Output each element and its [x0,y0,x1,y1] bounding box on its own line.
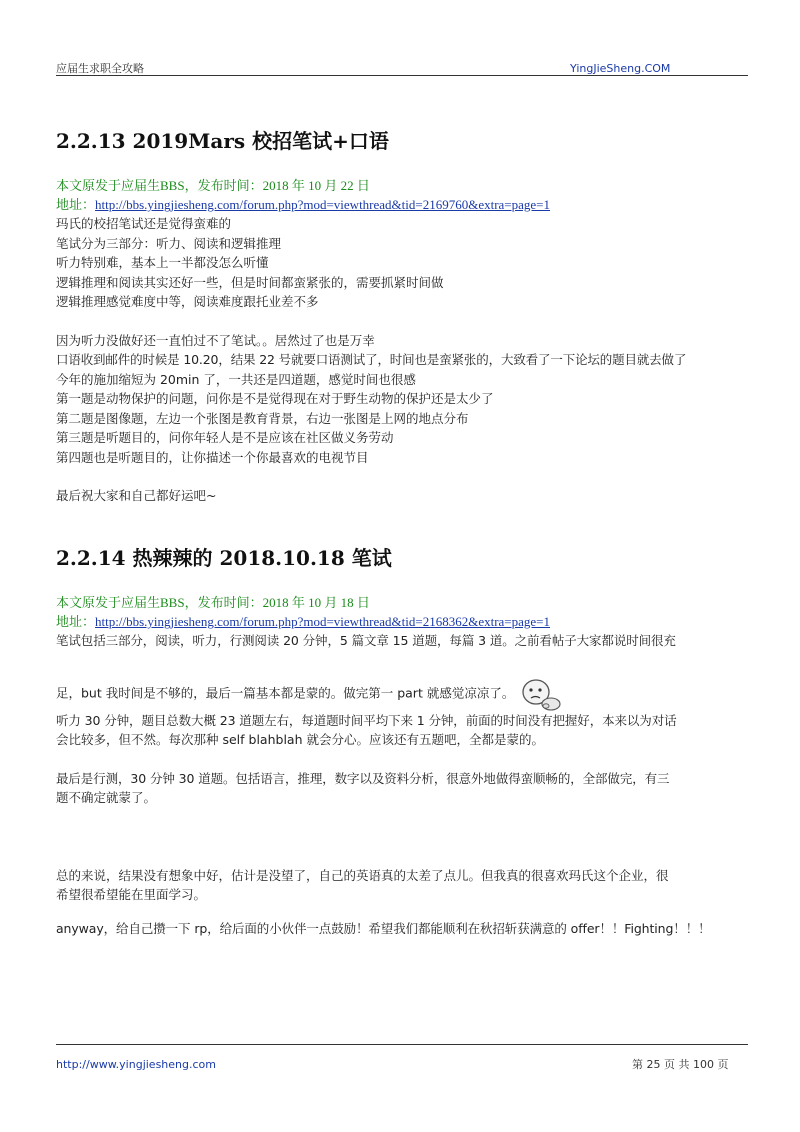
text-line: 题不确定就蒙了。 [56,790,157,805]
sad-face-emoji-icon [520,677,562,711]
text-line: 逻辑推理和阅读其实还好一些，但是时间都蛮紧张的，需要抓紧时间做 [56,274,444,290]
header-right-text[interactable]: YingJieSheng.COM [570,62,671,75]
text-line: 希望很希望能在里面学习。 [56,887,207,902]
text-line: 因为听力没做好还一直怕过不了笔试。。居然过了也是万幸 [56,332,375,348]
text-line: 听力 30 分钟，题目总数大概 23 道题左右，每道题时间平均下来 1 分钟，前面的时间没有把握好，本来以为对话 [56,712,677,728]
section-2-2-13 [56,128,766,506]
text-line: 玛氏的校招笔试还是觉得蛮难的 [56,216,232,231]
text-line: 逻辑推理感觉难度中等，阅读难度跟托业差不多 [56,294,319,309]
text-line: 会比较多，但不然。每次那种 self blahblah 就会分心。应该还有五题吧，全都是蒙的。 [56,732,544,747]
text-line: 第三题是听题目的，问你年轻人是不是应该在社区做义务劳动 [56,430,394,445]
header-left-text: 应届生求职全攻略 [56,62,144,75]
text-line: 今年的施加缩短为 20min 了，一共还是四道题，感觉时间也很感 [56,371,416,387]
text-line [56,677,766,711]
address-link[interactable]: http://bbs.yingjiesheng.com/forum.php?mod=viewthread&tid=2169760&extra=page=1 [95,197,551,212]
header-divider [56,75,748,76]
footer-page-number: 第 25 页 共 100 页 [632,1058,729,1071]
text-line-span: 足，but 我时间是不够的，最后一篇基本都是蒙的。做完第一 part 就感觉凉凉了。 [56,685,515,700]
text-line: 听力特别难，基本上一半都没怎么听懂 [56,255,269,270]
section-2-2-14 [56,545,766,938]
text-line: 第四题也是听题目的，让你描述一个你最喜欢的电视节目 [56,449,369,465]
text-line: 口语收到邮件的时候是 10.20，结果 22 号就要口语测试了，时间也是蛮紧张的，大致看了一下论坛的题目就去做了 [56,352,687,367]
article-body [56,214,766,506]
footer-divider [56,1044,748,1045]
footer-left-link[interactable]: http://www.yingjiesheng.com [56,1058,216,1071]
address-link[interactable]: http://bbs.yingjiesheng.com/forum.php?mod=viewthread&tid=2168362&extra=page=1 [95,614,551,629]
address-line [56,612,766,631]
article-body [56,631,766,938]
section-title: 2.2.14 热辣辣的 2018.10.18 笔试 [56,546,392,570]
closing-line: 最后祝大家和自己都好运吧~ [56,488,217,503]
address-label: 地址： [56,197,96,212]
source-line: 本文原发于应届生BBS，发布时间：2018 年 10 月 22 日 [56,178,370,193]
text-line: 第一题是动物保护的问题，问你是不是觉得现在对于野生动物的保护还是太少了 [56,391,494,406]
text-line: 最后是行测，30 分钟 30 道题。包括语言，推理，数字以及资料分析，很意外地做得蛮顺畅的，全部做完，有三 [56,770,670,786]
text-line: 笔试分为三部分：听力、阅读和逻辑推理 [56,235,282,251]
text-line: 总的来说，结果没有想象中好，估计是没望了，自己的英语真的太差了点儿。但我真的很喜欢玛氏这个企业，很 [56,867,669,883]
section-title: 2.2.13 2019Mars 校招笔试+口语 [56,129,389,153]
text-line: 笔试包括三部分，阅读，听力，行测阅读 20 分钟，5 篇文章 15 道题，每篇 3 道。之前看帖子大家都说时间很充 [56,633,676,648]
source-line: 本文原发于应届生BBS，发布时间：2018 年 10 月 18 日 [56,595,370,610]
text-line: 第二题是图像题，左边一个张图是教育背景，右边一张图是上网的地点分布 [56,410,469,426]
address-line [56,195,766,214]
text-line: anyway，给自己攒一下 rp，给后面的小伙伴一点鼓励！希望我们都能顺利在秋招斩获满意的 offer！！Fighting！！！ [56,920,711,936]
address-label: 地址： [56,614,96,629]
